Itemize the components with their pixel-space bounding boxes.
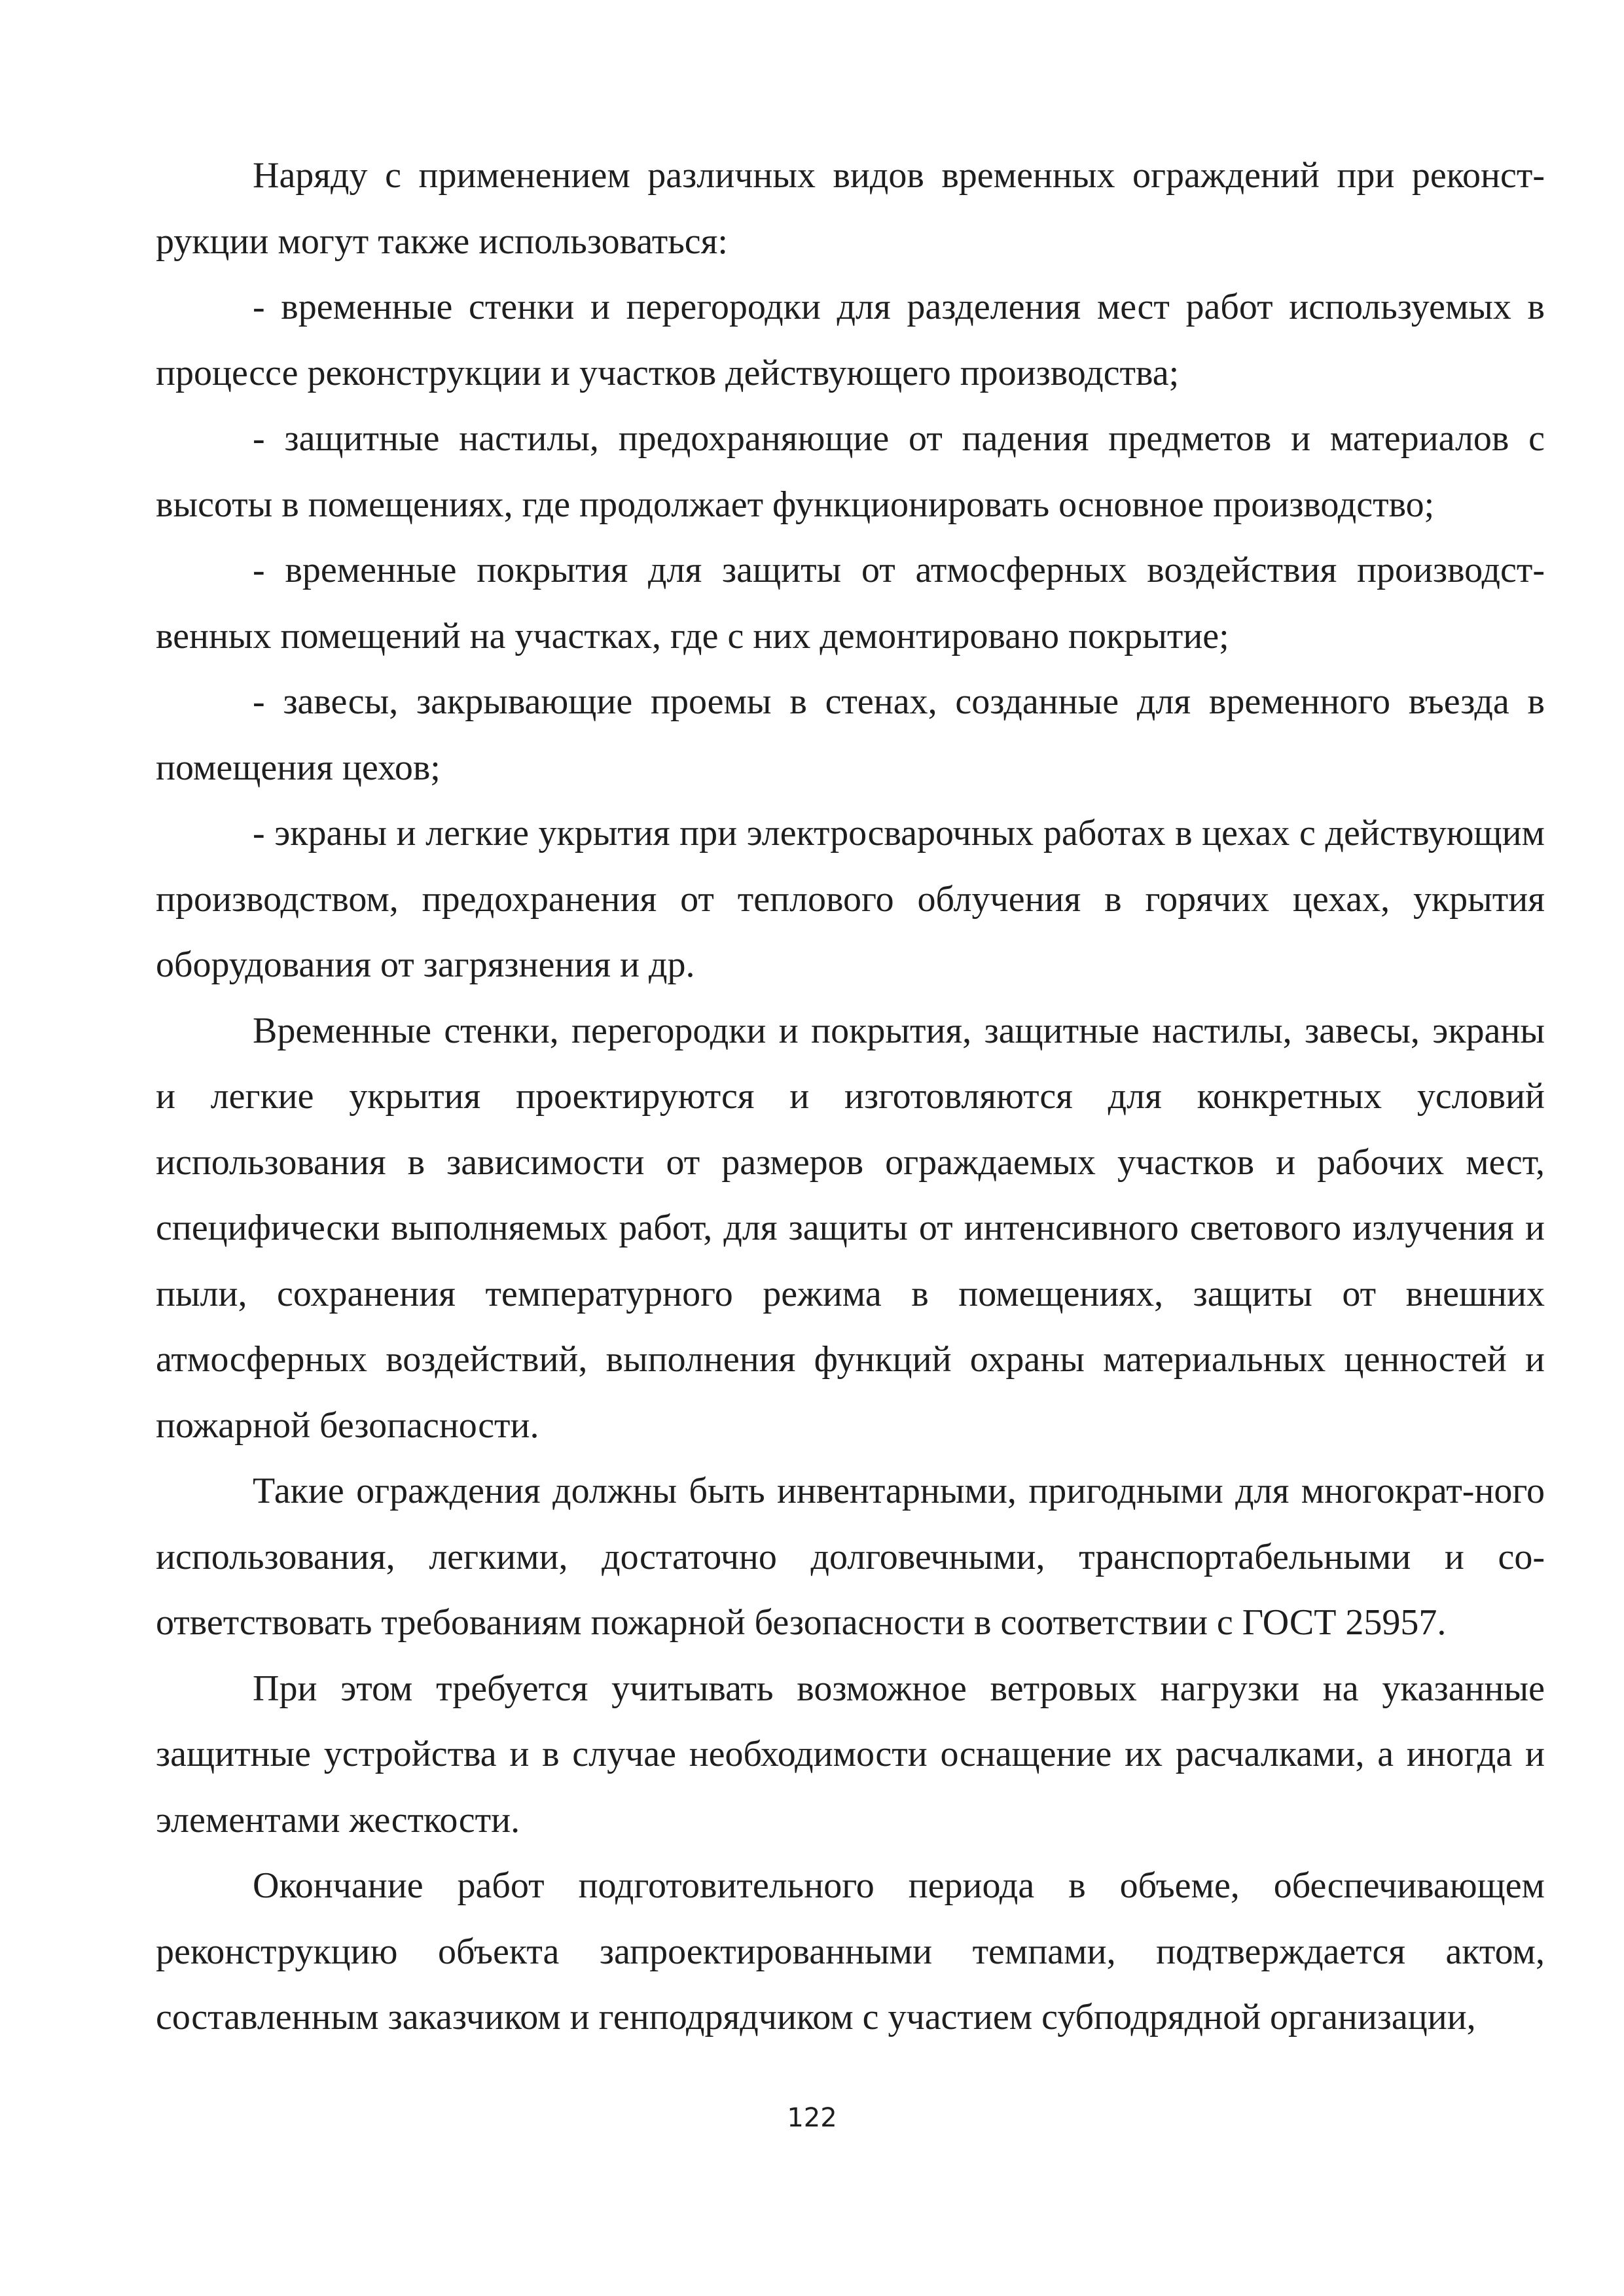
paragraph-intro: Наряду с применением различных видов временных ограждений при реконст-рукции могут также использоваться:: [156, 155, 1545, 262]
list-item-protective-decking: - защитные настилы, предохраняющие от падения предметов и материалов с высоты в помещениях, где продолжает функционировать основное производство;: [156, 418, 1545, 525]
list-item-screens: - экраны и легкие укрытия при электросварочных работах в цехах с действующим производством, предохранения от теплового облучения в горячих цехах, укрытия оборудования от загрязнения и др.: [156, 813, 1545, 985]
list-item-temporary-roofing: - временные покрытия для защиты от атмосферных воздействия производст-венных помещений на участках, где с них демонтировано покрытие;: [156, 550, 1545, 656]
list-item-temporary-walls: - временные стенки и перегородки для разделения мест работ используемых в процессе реконструкции и участков действующего производства;: [156, 287, 1545, 393]
paragraph-wind-loads: При этом требуется учитывать возможное ветровых нагрузки на указанные защитные устройства и в случае необходимости оснащение их расчалками, а иногда и элементами жесткости.: [156, 1668, 1545, 1840]
body-text: [156, 143, 1545, 2051]
paragraph-requirements: Такие ограждения должны быть инвентарными, пригодными для многократ-ного использования, легкими, достаточно долговечными, транспортабельными и со-ответствовать требованиям пожарной безопасности в соответствии с ГОСТ 25957.: [156, 1471, 1545, 1643]
paragraph-design: Временные стенки, перегородки и покрытия, защитные настилы, завесы, экраны и легкие укрытия проектируются и изготовляются для конкретных условий использования в зависимости от размеров ограждаемых участков и рабочих мест, специфически выполняемых работ, для защиты от интенсивного светового излучения и пыли, сохранения температурного режима в помещениях, защиты от внешних атмосферных воздействий, выполнения функций охраны материальных ценностей и пожарной безопасности.: [156, 1010, 1545, 1446]
paragraph-completion: Окончание работ подготовительного периода в объеме, обеспечивающем реконструкцию объекта запроектированными темпами, подтверждается актом, составленным заказчиком и генподрядчиком с участием субподрядной организации,: [156, 1865, 1545, 2037]
page-number: 122: [787, 2103, 837, 2133]
list-item-curtains: - завесы, закрывающие проемы в стенах, созданные для временного въезда в помещения цехов;: [156, 681, 1545, 788]
